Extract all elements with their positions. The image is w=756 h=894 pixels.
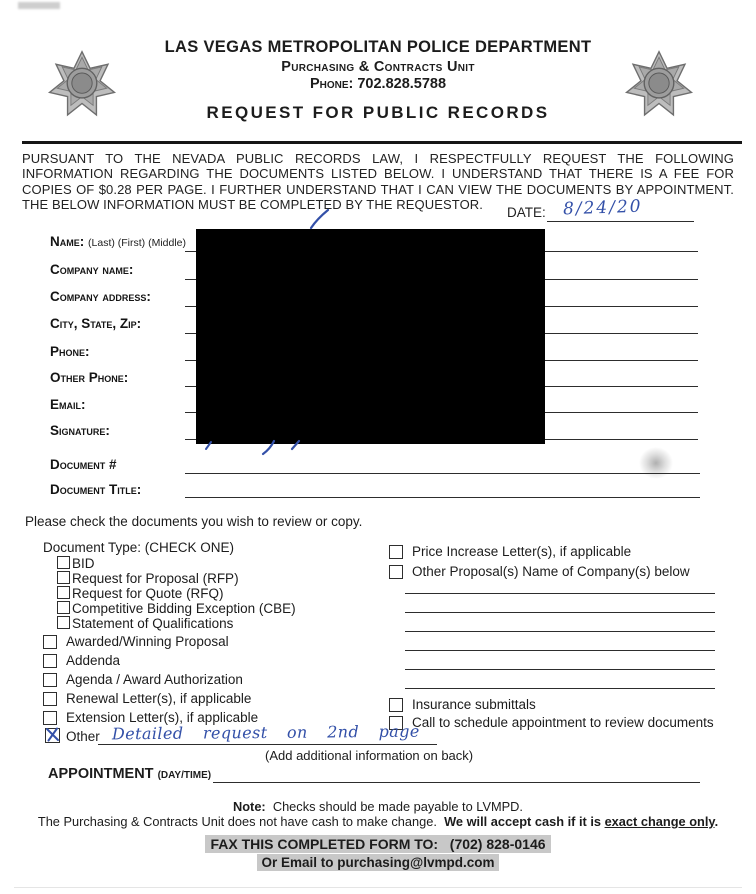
company-address-label: Company address: xyxy=(50,289,151,304)
other-label: Other xyxy=(66,729,100,744)
checkbox-other-proposals[interactable] xyxy=(389,565,403,579)
checkbox-rfq[interactable] xyxy=(57,586,70,599)
fax-number: (702) 828-0146 xyxy=(449,836,546,852)
document-title-label: Document Title: xyxy=(50,482,142,497)
city-state-zip-label: City, State, Zip: xyxy=(50,316,142,331)
check-price-increase[interactable]: Price Increase Letter(s), if applicable xyxy=(389,544,631,559)
signature-label: Signature: xyxy=(50,423,110,438)
appointment-hint: (DAY/TIME) xyxy=(157,770,212,781)
scan-smudge xyxy=(639,447,673,479)
doc-type-option-qualifications[interactable]: Statement of Qualifications xyxy=(57,616,233,631)
checkbox-insurance-submittals[interactable] xyxy=(389,698,403,712)
doc-type-option-rfq[interactable]: Request for Quote (RFQ) xyxy=(57,586,224,601)
company-names-line[interactable] xyxy=(405,593,715,594)
appointment-line[interactable] xyxy=(213,782,700,783)
document-number-label: Document # xyxy=(50,457,117,472)
header-divider xyxy=(22,141,742,144)
doc-type-option-rfp[interactable]: Request for Proposal (RFP) xyxy=(57,571,239,586)
check-other-proposals[interactable]: Other Proposal(s) Name of Company(s) below xyxy=(389,564,690,579)
check-call-to-schedule[interactable]: Call to schedule appointment to review documents xyxy=(389,715,714,730)
email-instruction: Or Email to purchasing@lvmpd.com xyxy=(0,855,756,870)
checkbox-rfp[interactable] xyxy=(57,571,70,584)
company-name-label: Company name: xyxy=(50,262,134,277)
document-title-line[interactable] xyxy=(185,497,700,498)
add-info-note: (Add additional information on back) xyxy=(265,748,474,763)
redaction-box xyxy=(196,229,545,444)
doc-type-option-cbe[interactable]: Competitive Bidding Exception (CBE) xyxy=(57,601,296,616)
unit-phone: Phone: 702.828.5788 xyxy=(309,76,447,92)
checkbox-awarded-proposal[interactable] xyxy=(43,635,57,649)
note-line-2: The Purchasing & Contracts Unit does not have cash to make change. We will accept cash if it is exact change only. xyxy=(37,814,719,829)
other-handwritten-value: Detailed request on 2nd page xyxy=(111,721,420,744)
department-name: LAS VEGAS METROPOLITAN POLICE DEPARTMENT xyxy=(164,38,592,56)
email-label: Email: xyxy=(50,397,86,412)
check-addenda[interactable]: Addenda xyxy=(43,653,120,668)
check-awarded-proposal[interactable]: Awarded/Winning Proposal xyxy=(43,634,229,649)
check-agenda-award[interactable]: Agenda / Award Authorization xyxy=(43,672,243,687)
checkbox-other[interactable] xyxy=(45,728,60,743)
unit-name: Purchasing & Contracts Unit xyxy=(281,59,475,75)
check-extension-letters[interactable]: Extension Letter(s), if applicable xyxy=(43,710,258,725)
checkbox-renewal-letters[interactable] xyxy=(43,692,57,706)
company-names-line[interactable] xyxy=(405,650,715,651)
document-type-header: Document Type: (CHECK ONE) xyxy=(43,540,235,555)
scan-artifact-line xyxy=(14,887,742,888)
company-names-line[interactable] xyxy=(405,688,715,689)
doc-type-option-bid[interactable]: BID xyxy=(57,556,95,571)
company-names-line[interactable] xyxy=(405,669,715,670)
intro-paragraph: PURSUANT TO THE NEVADA PUBLIC RECORDS LAW, I RESPECTFULLY REQUEST THE FOLLOWING INFORMATION REGARDING THE DOCUMENTS LISTED BELOW. I UNDERSTAND THAT THERE IS A FEE FOR COPIES OF $0.28 PER PAGE. I FURTHER UNDERSTAND THAT I CAN VIEW THE DOCUMENTS BY APPOINTMENT. THE BELOW INFORMATION MUST BE COMPLETED BY THE REQUESTOR. xyxy=(22,151,734,213)
company-names-line[interactable] xyxy=(405,612,715,613)
check-renewal-letters[interactable]: Renewal Letter(s), if applicable xyxy=(43,691,251,706)
pen-x-mark xyxy=(44,726,62,744)
appointment-label: APPOINTMENT (DAY/TIME) xyxy=(48,766,212,782)
phone-label: Phone: xyxy=(50,344,90,359)
date-line[interactable] xyxy=(547,221,694,222)
scan-smudge xyxy=(18,2,60,9)
document-number-line[interactable] xyxy=(185,473,700,474)
checkbox-bid[interactable] xyxy=(57,556,70,569)
note-line-1: Note: Checks should be made payable to LVMPD. xyxy=(233,799,523,814)
company-names-line[interactable] xyxy=(405,631,715,632)
checkbox-cbe[interactable] xyxy=(57,601,70,614)
other-phone-label: Other Phone: xyxy=(50,370,129,385)
checkbox-qualifications[interactable] xyxy=(57,616,70,629)
check-instruction: Please check the documents you wish to review or copy. xyxy=(25,514,363,529)
checkbox-agenda-award[interactable] xyxy=(43,673,57,687)
date-handwritten-value: 8/24/20 xyxy=(562,196,643,220)
name-field-hint: (Last) (First) (Middle) xyxy=(88,237,187,249)
check-insurance-submittals[interactable]: Insurance submittals xyxy=(389,697,536,712)
form-title: REQUEST FOR PUBLIC RECORDS xyxy=(206,103,550,122)
checkbox-extension-letters[interactable] xyxy=(43,711,57,725)
fax-instruction: FAX THIS COMPLETED FORM TO: (702) 828-0146 xyxy=(0,836,756,852)
other-line[interactable] xyxy=(98,744,437,745)
name-field-label: Name: (Last) (First) (Middle) xyxy=(50,234,187,249)
date-label: DATE: xyxy=(507,205,546,220)
checkbox-addenda[interactable] xyxy=(43,654,57,668)
checkbox-price-increase[interactable] xyxy=(389,545,403,559)
